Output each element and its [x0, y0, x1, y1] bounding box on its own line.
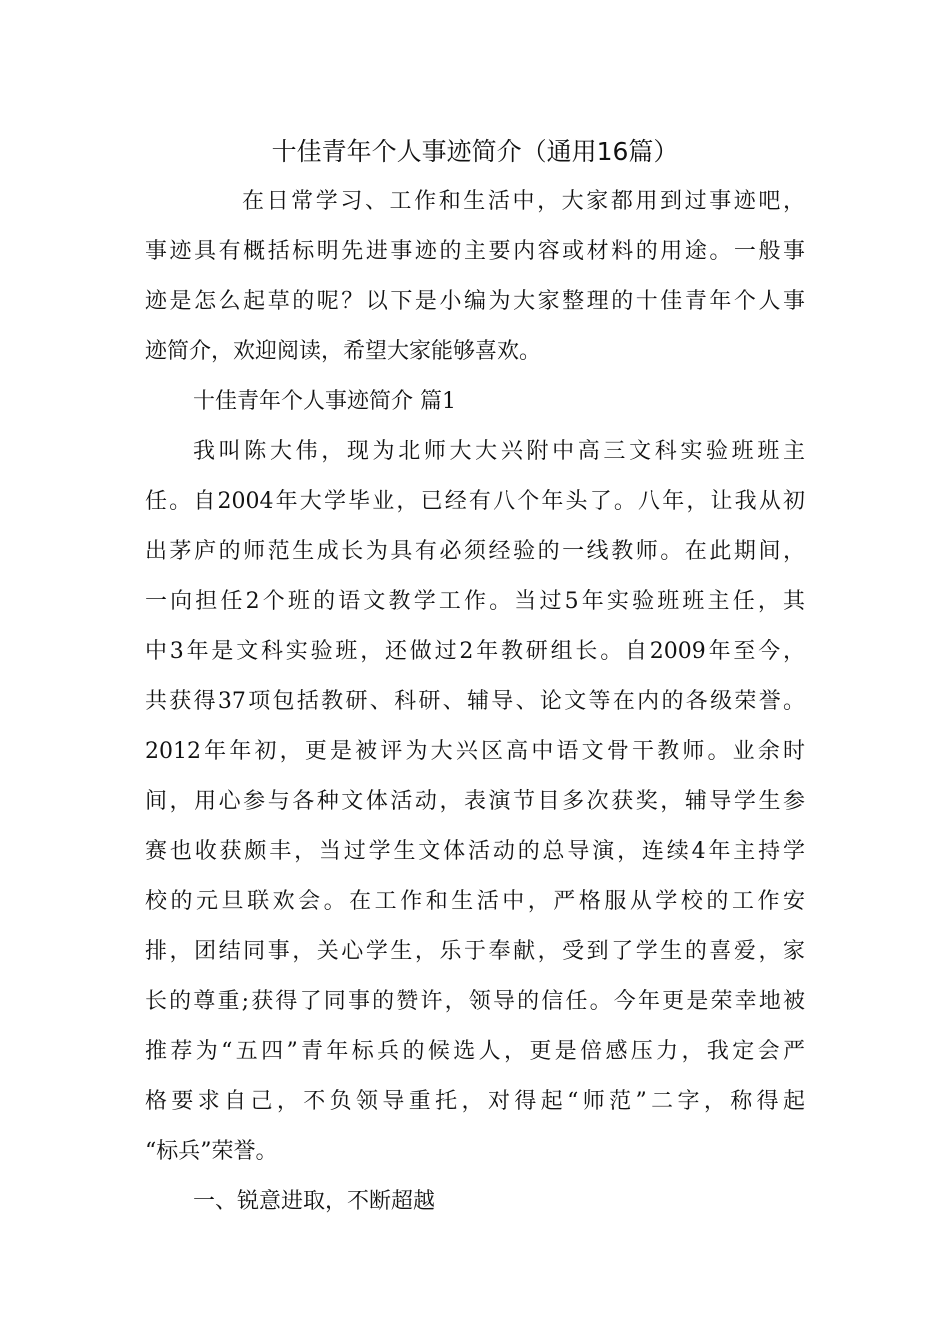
body-line: 格要求自己，不负领导重托，对得起“师范”二字，称得起: [145, 1089, 805, 1114]
body-line: 共获得37项包括教研、科研、辅导、论文等在内的各级荣誉。: [145, 689, 805, 714]
body-line: 中3年是文科实验班，还做过2年教研组长。自2009年至今，: [145, 639, 805, 664]
section-heading: 十佳青年个人事迹简介 篇1: [193, 389, 456, 414]
body-line: 长的尊重;获得了同事的赞许，领导的信任。今年更是荣幸地被: [145, 989, 805, 1014]
document-title: 十佳青年个人事迹简介（通用16篇）: [271, 137, 679, 166]
intro-line: 在日常学习、工作和生活中，大家都用到过事迹吧，: [242, 189, 805, 214]
body-line: 间，用心参与各种文体活动，表演节目多次获奖，辅导学生参: [145, 789, 805, 814]
body-line: 赛也收获颇丰，当过学生文体活动的总导演，连续4年主持学: [145, 839, 805, 864]
body-line: 任。自2004年大学毕业，已经有八个年头了。八年，让我从初: [145, 489, 805, 514]
body-line: 排，团结同事，关心学生，乐于奉献，受到了学生的喜爱，家: [145, 939, 805, 964]
intro-line: 迹是怎么起草的呢？以下是小编为大家整理的十佳青年个人事: [145, 289, 805, 314]
body-line: 推荐为“五四”青年标兵的候选人，更是倍感压力，我定会严: [145, 1039, 805, 1064]
body-line: 2012年年初，更是被评为大兴区高中语文骨干教师。业余时: [145, 739, 805, 764]
body-line: 出茅庐的师范生成长为具有必须经验的一线教师。在此期间，: [145, 539, 805, 564]
body-line: 我叫陈大伟，现为北师大大兴附中高三文科实验班班主: [193, 439, 805, 464]
subheading: 一、锐意进取，不断超越: [193, 1189, 436, 1214]
intro-line: 事迹具有概括标明先进事迹的主要内容或材料的用途。一般事: [145, 239, 805, 264]
body-line: “标兵”荣誉。: [145, 1139, 278, 1164]
body-line: 一向担任2个班的语文教学工作。当过5年实验班班主任，其: [145, 589, 805, 614]
body-line: 校的元旦联欢会。在工作和生活中，严格服从学校的工作安: [145, 889, 805, 914]
intro-line: 迹简介，欢迎阅读，希望大家能够喜欢。: [145, 339, 542, 364]
